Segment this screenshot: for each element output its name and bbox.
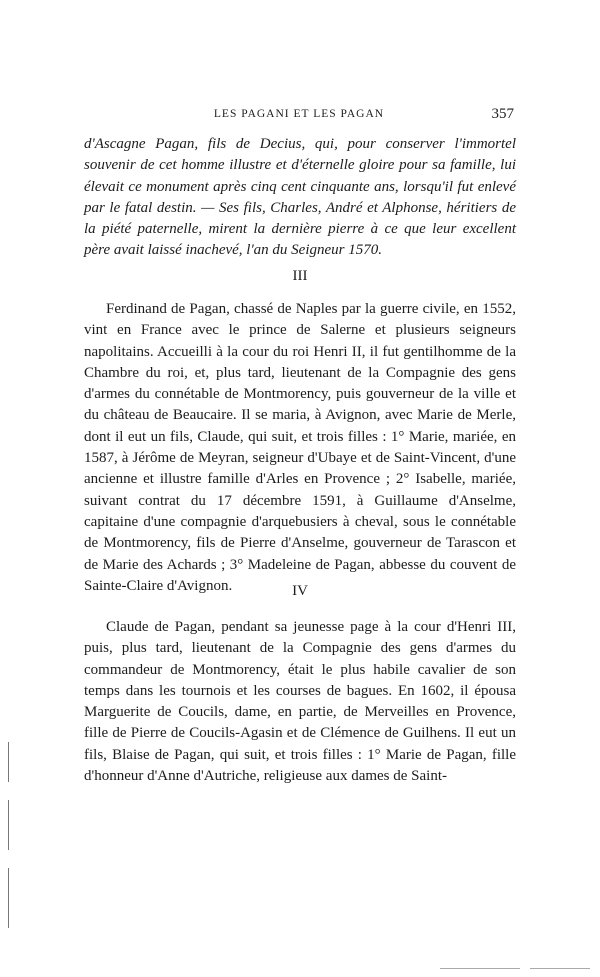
section-heading-iii: III	[292, 268, 308, 284]
running-title: LES PAGANI ET LES PAGAN	[213, 108, 385, 120]
section-heading-iv: IV	[292, 583, 308, 599]
bottom-rule	[440, 968, 520, 969]
margin-rule	[8, 800, 9, 850]
page-number: 357	[491, 106, 514, 122]
epitaph-paragraph: d'Ascagne Pagan, fils de Decius, qui, pour conserver l'immortel souvenir de cet homme illustre et d'éternelle gloire pour sa famille, lui élevait ce monument après cinq cent cinquante ans, lorsqu'il fut enlevé par le fatal destin. — Ses fils, Charles, André et Alphonse, héritiers de la piété paternelle, mirent la dernière pierre à ce que leur excellent père avait laissé inachevé, l'an du Seigneur 1570.	[84, 136, 516, 259]
section-iii-paragraph: Ferdinand de Pagan, chassé de Naples par la guerre civile, en 1552, vint en France avec le prince de Salerne et plusieurs seigneurs napolitains. Accueilli à la cour du roi Henri II, il fut gentilhomme de la Chambre du roi, et, plus tard, lieutenant de la Compagnie des gens d'armes du connétable de Montmorency, puis gouverneur de la ville et du château de Beaucaire. Il se maria, à Avignon, avec Marie de Merle, dont il eut un fils, Claude, qui suit, et trois filles : 1° Marie, mariée, en 1587, à Jérôme de Meyran, seigneur d'Ubaye et de Saint-Vincent, d'une ancienne et illustre famille d'Arles en Provence ; 2° Isabelle, mariée, suivant contrat du 17 décembre 1591, à Guillaume d'Anselme, capitaine d'une compagnie d'arquebusiers à cheval, sous le connétable de Montmorency, fils de Pierre d'Anselme, gouverneur de Tarascon et de Marie des Achards ; 3° Madeleine de Pagan, abbesse du couvent de Sainte-Claire d'Avignon.	[84, 301, 516, 594]
running-head	[84, 106, 514, 126]
margin-rule	[8, 868, 9, 928]
bottom-rule	[530, 968, 590, 969]
margin-rule	[8, 742, 9, 782]
section-iv-paragraph: Claude de Pagan, pendant sa jeunesse page à la cour d'Henri III, puis, plus tard, lieutenant de la Compagnie des gens d'armes du commandeur de Montmorency, était le plus habile cavalier de son temps dans les tournois et les courses de bagues. En 1602, il épousa Marguerite de Coucils, dame, en partie, de Merveilles en Provence, fille de Pierre de Coucils-Agasin et de Clémence de Guilhens. Il eut un fils, Blaise de Pagan, qui suit, et trois filles : 1° Marie de Pagan, fille d'honneur d'Anne d'Autriche, religieuse aux dames de Saint-	[84, 619, 516, 785]
